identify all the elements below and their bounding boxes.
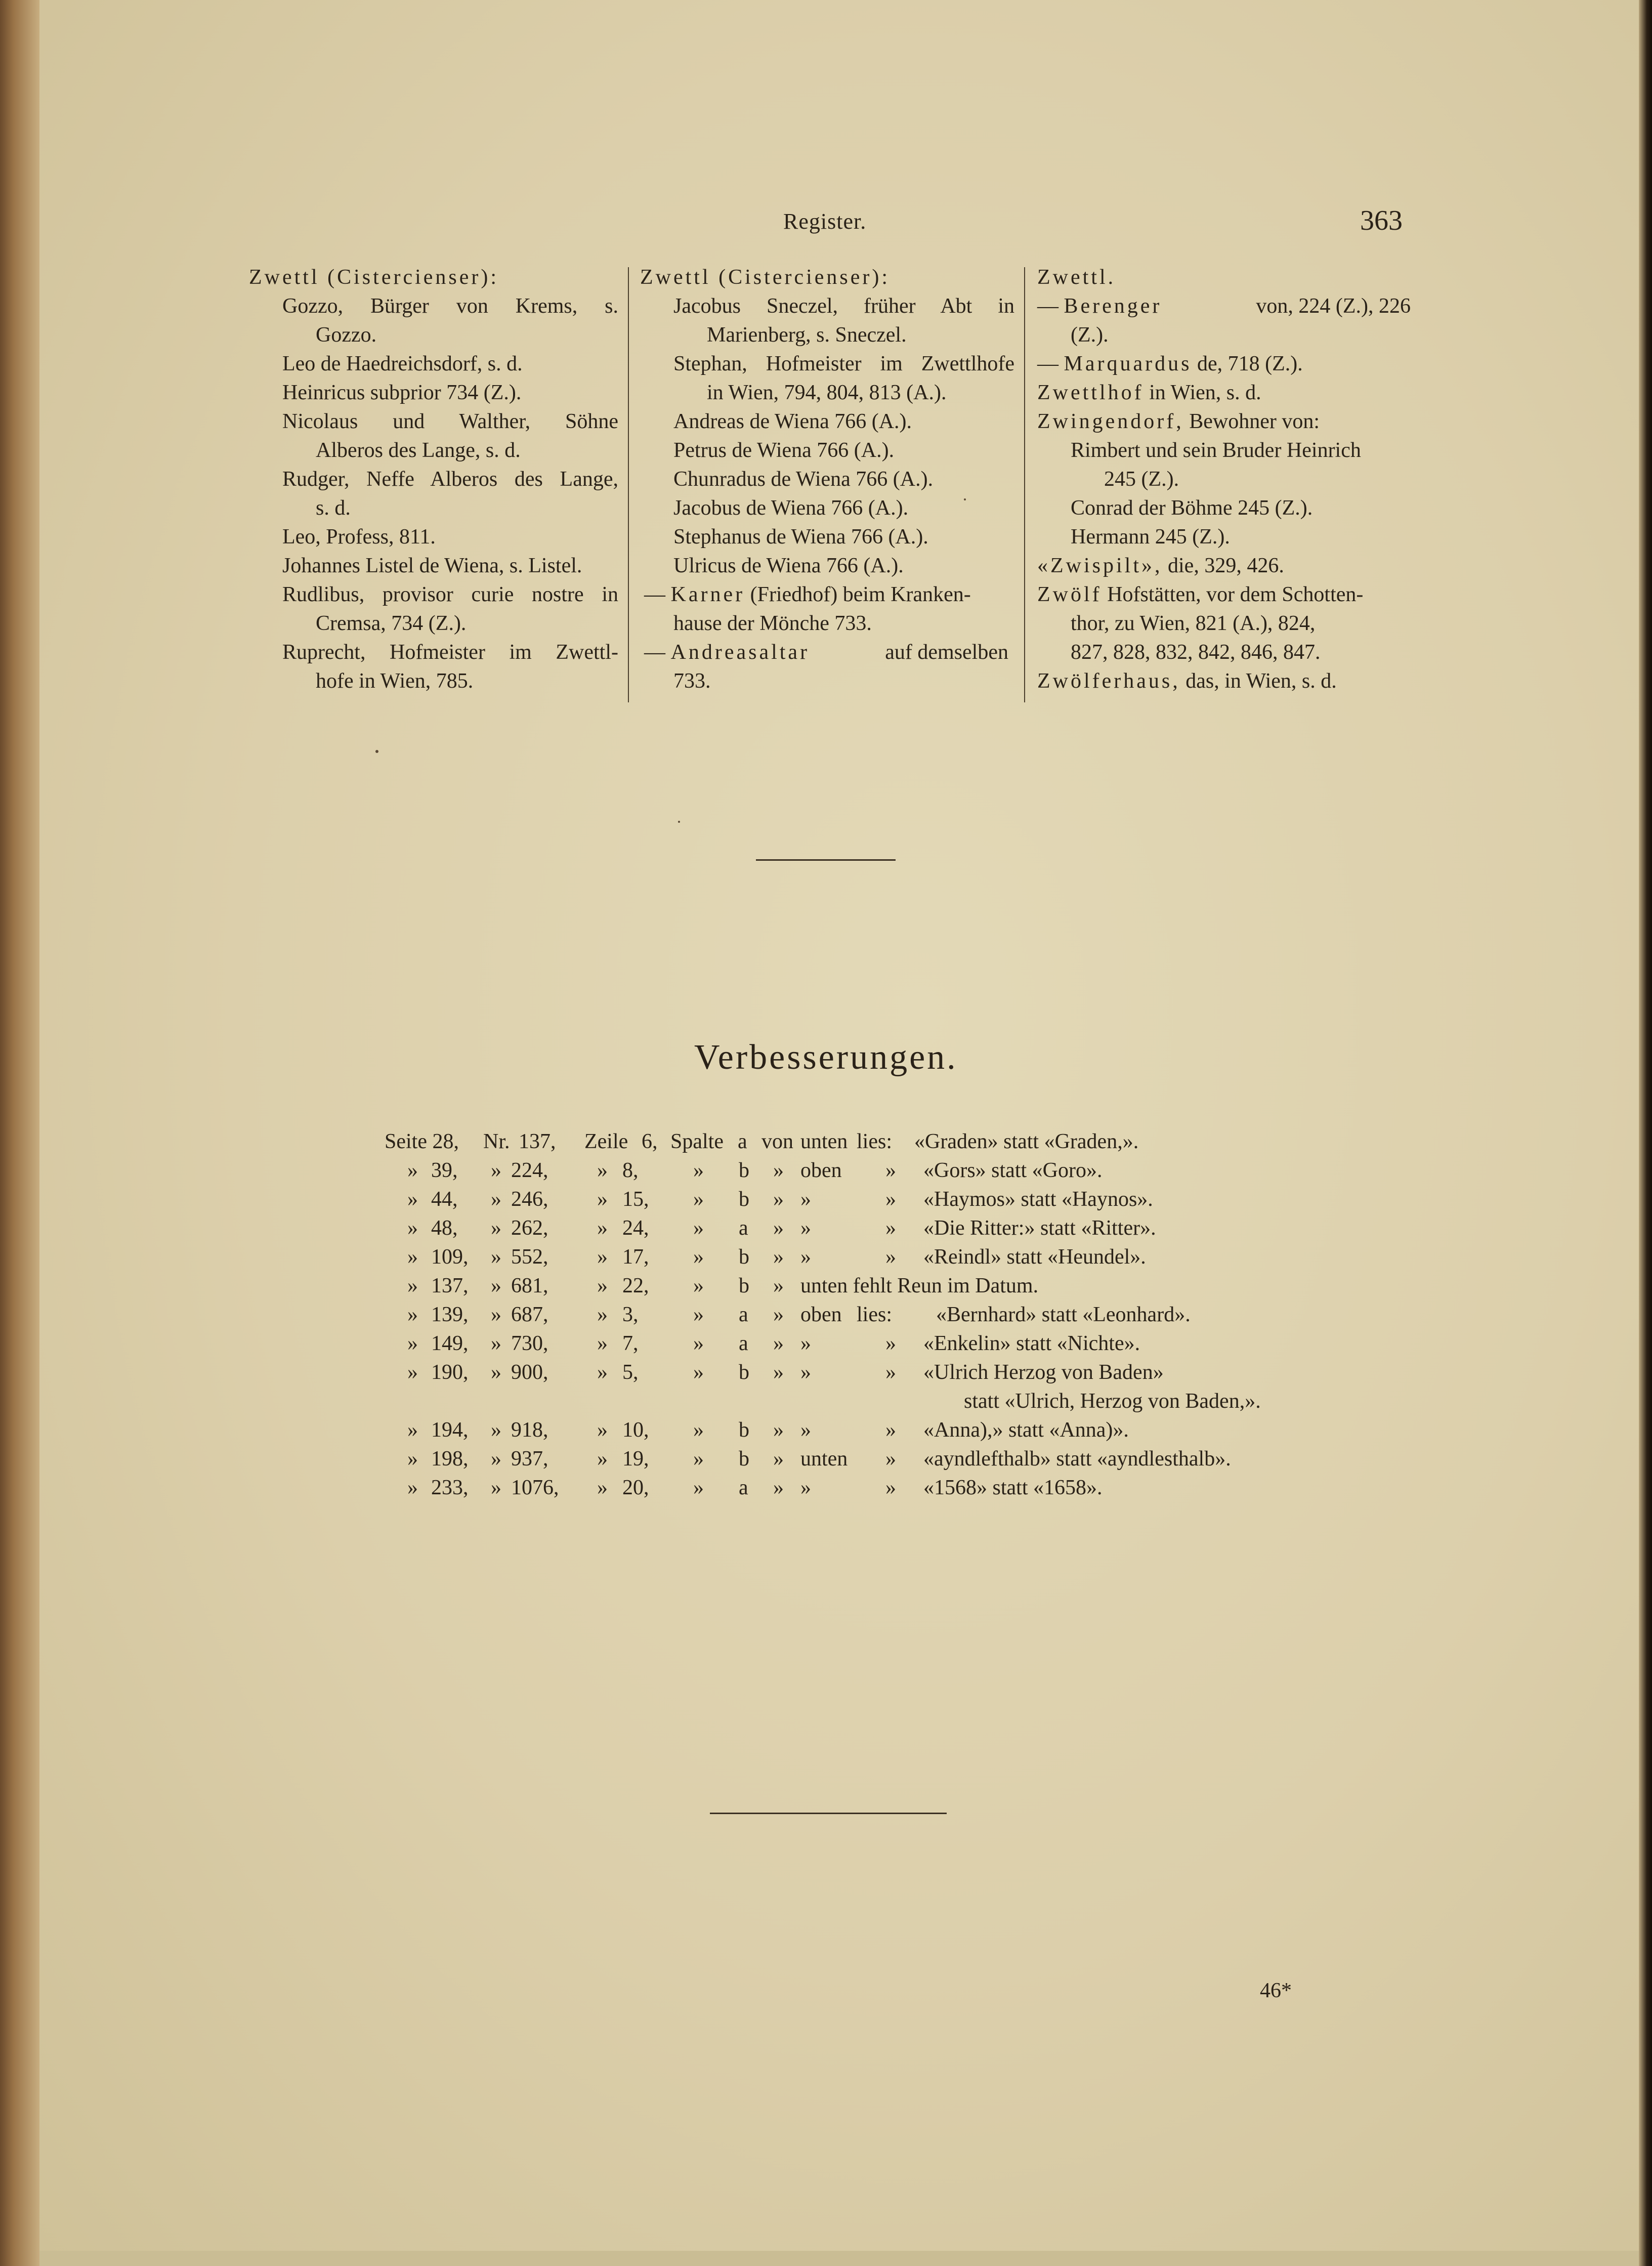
section-divider — [710, 1813, 947, 1814]
corrections-cell-text: «Die Ritter:» statt «Ritter». — [923, 1216, 1156, 1240]
corrections-cell-nr: 1076, — [511, 1476, 559, 1499]
corrections-cell-nr: 552, — [511, 1245, 548, 1269]
register-entry: Zwölf Hofstätten, vor dem Schotten- — [1037, 583, 1364, 606]
corrections-cell-spalte: a — [739, 1216, 748, 1240]
corrections-cell-q: » — [597, 1216, 608, 1240]
register-entry: «Zwispilt», die, 329, 426. — [1037, 554, 1284, 577]
corrections-cell-q: » — [597, 1159, 608, 1182]
corrections-cell-seite: 233, — [431, 1476, 469, 1499]
corrections-cell-nr: 730, — [511, 1332, 548, 1355]
corrections-cell-q: » — [693, 1418, 704, 1442]
corrections-cell-q: » — [597, 1361, 608, 1384]
register-entry: Zwingendorf, Bewohner von: — [1037, 410, 1320, 433]
corrections-cell-seite: 44, — [431, 1188, 458, 1211]
register-entry: Andreas de Wiena 766 (A.). — [673, 410, 912, 433]
corrections-cell-seite: 109, — [431, 1245, 469, 1269]
corrections-cell-q: » — [491, 1361, 501, 1384]
corrections-cell-nr: 262, — [511, 1216, 548, 1240]
corrections-cell-spalte: a — [739, 1476, 748, 1499]
corrections-cell-text-cont: statt «Ulrich, Herzog von Baden,». — [964, 1390, 1261, 1413]
corrections-cell-q: » — [773, 1274, 784, 1297]
corrections-cell-lies: » — [885, 1476, 896, 1499]
column-heading: Zwettl (Cistercienser): — [640, 266, 891, 289]
section-divider — [756, 859, 896, 861]
corrections-cell-spalte: b — [739, 1361, 749, 1384]
corrections-cell-lies: » — [885, 1216, 896, 1240]
register-entry-cont: Gozzo. — [316, 323, 377, 347]
corrections-cell-text: «Ulrich Herzog von Baden» — [923, 1361, 1164, 1384]
corrections-cell-text: «Reindl» statt «Heundel». — [923, 1245, 1146, 1269]
corrections-cell-q: » — [693, 1361, 704, 1384]
corrections-cell-q: » — [693, 1274, 704, 1297]
corrections-cell-q: » — [597, 1188, 608, 1211]
register-entry-cont: Marienberg, s. Sneczel. — [707, 323, 907, 347]
corrections-cell-lies: » — [885, 1188, 896, 1211]
register-entry-cont: hause der Mönche 733. — [673, 612, 872, 635]
printer-signature: 46* — [1260, 1979, 1292, 2002]
corrections-cell-q: » — [773, 1216, 784, 1240]
corrections-cell-lies: » — [885, 1245, 896, 1269]
register-entry-dash: — Karner (Friedhof) beim Kranken- — [644, 583, 971, 606]
corrections-cell-q: » — [491, 1245, 501, 1269]
corrections-cell-q: » — [773, 1361, 784, 1384]
corrections-cell-q: » — [773, 1303, 784, 1326]
register-entry: Rudger, Neffe Alberos des Lange, — [282, 468, 618, 491]
running-head: Register. — [783, 209, 867, 234]
corrections-cell-seite: 137, — [431, 1274, 469, 1297]
corrections-cell-q: » — [491, 1418, 501, 1442]
register-entry-cont: hofe in Wien, 785. — [316, 669, 474, 693]
corrections-cell-q: » — [773, 1245, 784, 1269]
corrections-cell-text: «ayndlefthalb» statt «ayndlesthalb». — [923, 1447, 1231, 1471]
corrections-cell-pos: » — [800, 1216, 811, 1240]
corrections-cell-q: » — [773, 1476, 784, 1499]
corrections-cell-text: «Gors» statt «Goro». — [923, 1159, 1103, 1182]
corrections-cell-seite: 139, — [431, 1303, 469, 1326]
corrections-cell-pos: unten fehlt Reun im Datum. — [800, 1274, 1039, 1297]
corrections-cell-lies: lies: — [857, 1303, 892, 1326]
register-column-3 — [1037, 263, 1412, 696]
register-entry-cont: 245 (Z.). — [1104, 468, 1179, 491]
corrections-cell-seite: 149, — [431, 1332, 469, 1355]
corrections-cell-zeile: 17, — [622, 1245, 649, 1269]
register-entry: Hermann 245 (Z.). — [1071, 525, 1230, 549]
corrections-cell-seite: 198, — [431, 1447, 469, 1471]
register-entry: Rimbert und sein Bruder Heinrich — [1071, 439, 1361, 462]
corrections-cell-spalte: a — [739, 1332, 748, 1355]
corrections-cell-spalte: b — [739, 1159, 749, 1182]
corrections-cell-lies: » — [885, 1418, 896, 1442]
corrections-cell-zeile: 15, — [622, 1188, 649, 1211]
register-column-1 — [249, 263, 618, 696]
corrections-cell-text: «Bernhard» statt «Leonhard». — [936, 1303, 1191, 1326]
corrections-cell-zeile: 7, — [622, 1332, 639, 1355]
corrections-cell-q: » — [597, 1245, 608, 1269]
corrections-cell-nr: 687, — [511, 1303, 548, 1326]
corrections-cell-q: » — [407, 1447, 418, 1471]
corrections-cell-q: » — [693, 1245, 704, 1269]
corrections-cell-q: » — [407, 1216, 418, 1240]
corrections-cell-zeile: 19, — [622, 1447, 649, 1471]
register-entry: Chunradus de Wiena 766 (A.). — [673, 468, 934, 491]
corrections-cell-q: » — [773, 1418, 784, 1442]
corrections-cell-q: » — [597, 1418, 608, 1442]
corrections-cell-q: » — [491, 1216, 501, 1240]
register-entry-cont: Alberos des Lange, s. d. — [316, 439, 521, 462]
corrections-cell-q: » — [491, 1447, 501, 1471]
corrections-cell-q: » — [693, 1216, 704, 1240]
scan-left-edge — [0, 0, 39, 2266]
register-entry: Heinricus subprior 734 (Z.). — [282, 381, 522, 404]
corrections-cell-q: » — [693, 1476, 704, 1499]
register-entry: Conrad der Böhme 245 (Z.). — [1071, 496, 1313, 520]
register-entry-dash: — Berenger von, 224 (Z.), 226 — [1037, 295, 1411, 318]
corrections-cell-q: » — [491, 1159, 501, 1182]
register-entry-cont: Cremsa, 734 (Z.). — [316, 612, 467, 635]
corrections-cell-q: » — [407, 1303, 418, 1326]
corrections-cell-q: » — [491, 1274, 501, 1297]
corrections-cell-zeile: 5, — [622, 1361, 639, 1384]
corrections-cell-pos: » — [800, 1188, 811, 1211]
register-column-2 — [640, 263, 1014, 696]
corrections-cell-q: » — [491, 1476, 501, 1499]
corrections-cell-text: «Anna),» statt «Anna)». — [923, 1418, 1129, 1442]
register-entry-cont: 733. — [673, 669, 711, 693]
corrections-cell-q: » — [597, 1274, 608, 1297]
register-entry: Petrus de Wiena 766 (A.). — [673, 439, 895, 462]
corrections-title: Verbesserungen. — [694, 1038, 958, 1077]
column-divider — [628, 267, 629, 702]
register-entry-cont: s. d. — [316, 496, 351, 520]
corrections-cell-q: » — [693, 1188, 704, 1211]
corrections-cell-q: » — [773, 1159, 784, 1182]
corrections-cell-pos: » — [800, 1332, 811, 1355]
corrections-cell-pos: unten — [800, 1447, 848, 1471]
column-heading: Zwettl (Cistercienser): — [249, 266, 499, 289]
corrections-cell-zeile: 20, — [622, 1476, 649, 1499]
corrections-cell-lies: » — [885, 1447, 896, 1471]
corrections-cell-seite: 194, — [431, 1418, 469, 1442]
page-number: 363 — [1360, 205, 1403, 236]
corrections-cell-q: » — [597, 1476, 608, 1499]
register-entry: Jacobus de Wiena 766 (A.). — [673, 496, 909, 520]
corrections-cell-q: » — [407, 1188, 418, 1211]
corrections-cell-q: » — [597, 1447, 608, 1471]
register-entry-cont: thor, zu Wien, 821 (A.), 824, — [1071, 612, 1316, 635]
corrections-cell-text: «Haymos» statt «Haynos». — [923, 1188, 1153, 1211]
corrections-cell-spalte: b — [739, 1447, 749, 1471]
corrections-cell-q: » — [407, 1245, 418, 1269]
corrections-cell-q: » — [773, 1188, 784, 1211]
corrections-cell-spalte: b — [739, 1418, 749, 1442]
corrections-cell-spalte: b — [739, 1188, 749, 1211]
corrections-cell-zeile: 22, — [622, 1274, 649, 1297]
corrections-cell-zeile: 8, — [622, 1159, 639, 1182]
corrections-cell-pos: oben — [800, 1159, 842, 1182]
corrections-cell-lies: » — [885, 1361, 896, 1384]
corrections-cell-nr: 681, — [511, 1274, 548, 1297]
register-entry: Johannes Listel de Wiena, s. Listel. — [282, 554, 582, 577]
corrections-cell-q: » — [773, 1447, 784, 1471]
corrections-cell-spalte: a — [739, 1303, 748, 1326]
corrections-cell-q: » — [693, 1447, 704, 1471]
corrections-cell-q: » — [597, 1332, 608, 1355]
corrections-cell-pos: oben — [800, 1303, 842, 1326]
corrections-cell-seite: 48, — [431, 1216, 458, 1240]
register-entry-dash: — Andreasaltar auf demselben — [644, 641, 1008, 664]
corrections-cell-seite: 190, — [431, 1361, 469, 1384]
corrections-cell-q: » — [773, 1332, 784, 1355]
corrections-cell-zeile: 3, — [622, 1303, 639, 1326]
corrections-cell-lies: » — [885, 1332, 896, 1355]
corrections-cell-pos: » — [800, 1245, 811, 1269]
corrections-cell-q: » — [491, 1303, 501, 1326]
register-entry: Zwettlhof in Wien, s. d. — [1037, 381, 1261, 404]
register-entry-dash: — Marquardus de, 718 (Z.). — [1037, 352, 1303, 375]
register-entry: Leo de Haedreichsdorf, s. d. — [282, 352, 523, 375]
scan-right-edge — [1639, 0, 1652, 2266]
corrections-cell-text: «Enkelin» statt «Nichte». — [923, 1332, 1140, 1355]
corrections-cell-q: » — [407, 1274, 418, 1297]
register-entry: Stephan, Hofmeister im Zwettlhofe — [673, 352, 1014, 375]
corrections-cell-q: » — [407, 1332, 418, 1355]
corrections-cell-pos: » — [800, 1476, 811, 1499]
corrections-cell-seite: 39, — [431, 1159, 458, 1182]
corrections-cell-spalte: b — [739, 1274, 749, 1297]
corrections-cell-nr: 224, — [511, 1159, 548, 1182]
register-entry: Leo, Profess, 811. — [282, 525, 436, 549]
corrections-cell-q: » — [597, 1303, 608, 1326]
register-entry: Jacobus Sneczel, früher Abt in — [673, 295, 1014, 318]
corrections-cell-q: » — [491, 1188, 501, 1211]
register-entry-cont: in Wien, 794, 804, 813 (A.). — [707, 381, 947, 404]
register-entry-cont: 827, 828, 832, 842, 846, 847. — [1071, 641, 1321, 664]
register-entry: Ulricus de Wiena 766 (A.). — [673, 554, 904, 577]
corrections-cell-nr: 918, — [511, 1418, 548, 1442]
register-entry: Gozzo, Bürger von Krems, s. — [282, 295, 618, 318]
column-divider — [1024, 267, 1025, 702]
register-entry: Nicolaus und Walther, Söhne — [282, 410, 618, 433]
register-entry: Ruprecht, Hofmeister im Zwettl- — [282, 641, 618, 664]
corrections-cell-q: » — [693, 1332, 704, 1355]
corrections-cell-nr: 246, — [511, 1188, 548, 1211]
column-heading: Zwettl. — [1037, 266, 1116, 289]
corrections-cell-nr: 900, — [511, 1361, 548, 1384]
corrections-cell-q: » — [407, 1476, 418, 1499]
corrections-cell-q: » — [693, 1303, 704, 1326]
register-entry: Rudlibus, provisor curie nostre in — [282, 583, 618, 606]
corrections-cell-lies: » — [885, 1159, 896, 1182]
corrections-cell-spalte: b — [739, 1245, 749, 1269]
corrections-cell-q: » — [693, 1159, 704, 1182]
corrections-cell-q: » — [491, 1332, 501, 1355]
corrections-cell-q: » — [407, 1418, 418, 1442]
corrections-cell-pos: » — [800, 1361, 811, 1384]
scan-speck — [678, 821, 680, 823]
corrections-cell-text: «1568» statt «1658». — [923, 1476, 1103, 1499]
corrections-cell-q: » — [407, 1361, 418, 1384]
scan-speck — [375, 750, 378, 753]
corrections-cell-nr: 937, — [511, 1447, 548, 1471]
scan-speck — [964, 498, 966, 500]
corrections-cell-q: » — [407, 1159, 418, 1182]
register-entry-cont: (Z.). — [1071, 323, 1109, 347]
register-entry: Stephanus de Wiena 766 (A.). — [673, 525, 928, 549]
corrections-cell-zeile: 10, — [622, 1418, 649, 1442]
corrections-cell-pos: » — [800, 1418, 811, 1442]
register-entry: Zwölferhaus, das, in Wien, s. d. — [1037, 669, 1337, 693]
corrections-cell-zeile: 24, — [622, 1216, 649, 1240]
